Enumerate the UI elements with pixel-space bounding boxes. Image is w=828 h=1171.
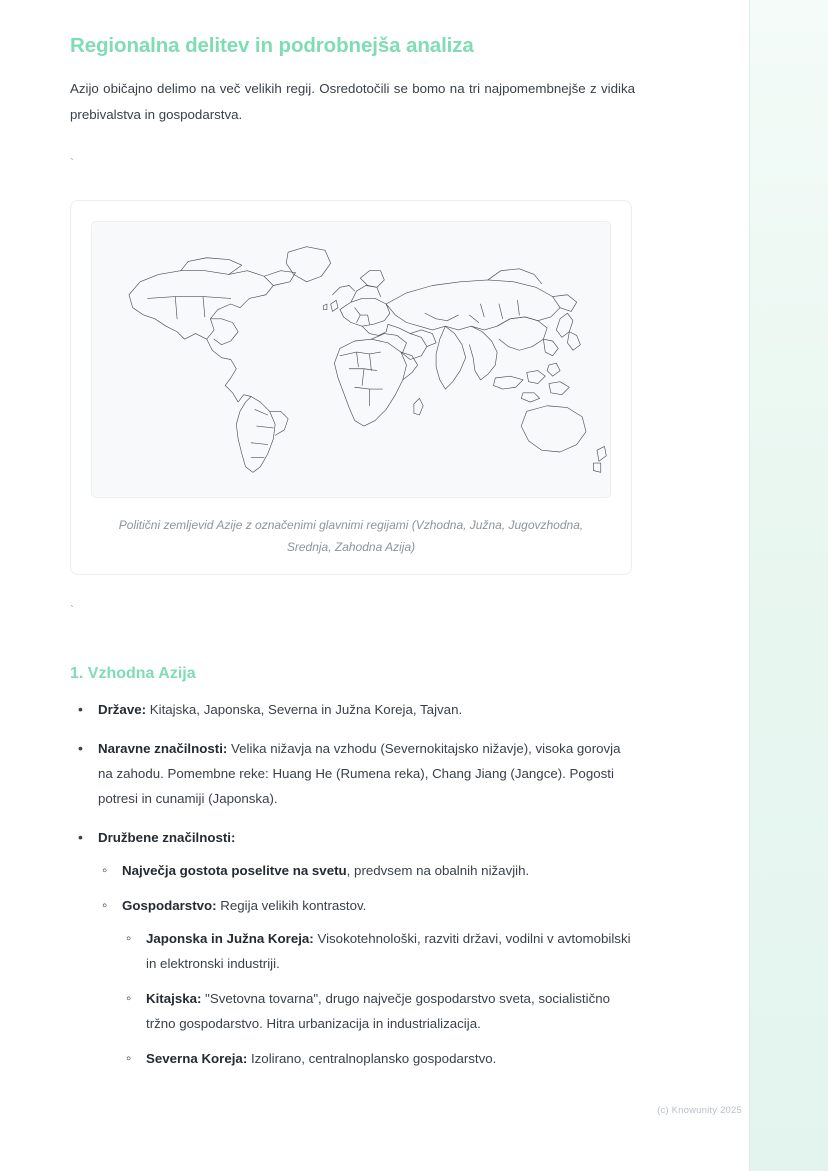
list-item-text: Kitajska, Japonska, Severna in Južna Koreja, Tajvan. <box>146 702 463 717</box>
list-item-text: , predvsem na obalnih nižavjih. <box>346 863 530 878</box>
intro-paragraph: Azijo običajno delimo na več velikih regij. Osredotočili se bomo na tri najpomembnejše z vidika prebivalstva in gospodarstva. <box>70 81 635 122</box>
list-item <box>122 1046 635 1071</box>
list-item <box>122 926 635 976</box>
sub-bullet-list <box>98 858 635 1071</box>
list-item-label: Gospodarstvo: <box>122 898 217 913</box>
list-item <box>98 893 635 1071</box>
list-item-text: Visokotehnološki, razviti državi, vodilni v avtomobilski in elektronski industriji. <box>146 931 631 971</box>
list-item-label: Največja gostota poselitve na svetu <box>122 863 347 878</box>
tick-mark-top: ` <box>70 156 74 170</box>
list-item-label: Naravne značilnosti: <box>98 741 228 756</box>
page-title: Regionalna delitev in podrobnejša analiza <box>70 34 474 57</box>
figure-caption: Politični zemljevid Azije z označenimi glavnimi regijami (Vzhodna, Južna, Jugovzhodna, Srednja, Zahodna Azija) <box>118 518 584 554</box>
page-side-strip <box>749 0 828 1171</box>
list-item <box>70 697 635 722</box>
document-content <box>70 34 635 1085</box>
list-item <box>122 986 635 1036</box>
list-item-label: Družbene značilnosti: <box>98 830 236 845</box>
list-item-label: Severna Koreja: <box>146 1051 248 1066</box>
list-item-text: Regija velikih kontrastov. <box>216 898 367 913</box>
list-item <box>70 825 635 1071</box>
list-item <box>70 736 635 811</box>
list-item-text: Izolirano, centralnoplansko gospodarstvo. <box>247 1051 497 1066</box>
list-item-text: "Svetovna tovarna", drugo največje gospodarstvo sveta, socialistično tržno gospodarstvo. Hitra urbanizacija in industrializacija. <box>146 991 611 1031</box>
map-image <box>91 221 611 498</box>
section-bullet-list <box>70 697 635 1071</box>
list-item-text: Velika nižavja na vzhodu (Severnokitajsko nižavje), visoka gorovja na zahodu. Pomembne reke: Huang He (Rumena reka), Chang Jiang (Jangce). Pogosti potresi in cunamiji (Japonska). <box>98 741 621 806</box>
list-item-label: Kitajska: <box>146 991 202 1006</box>
sub-sub-bullet-list <box>122 926 635 1071</box>
tick-mark-bottom: ` <box>70 603 74 617</box>
section-heading-vzhodna-azija: 1. Vzhodna Azija <box>70 665 196 682</box>
list-item <box>98 858 635 883</box>
world-map-icon <box>92 222 610 497</box>
list-item-label: Japonska in Južna Koreja: <box>146 931 314 946</box>
footer-credit: (c) Knowunity 2025 <box>657 1105 742 1116</box>
list-item-label: Države: <box>98 702 147 717</box>
figure-world-map <box>70 200 632 575</box>
